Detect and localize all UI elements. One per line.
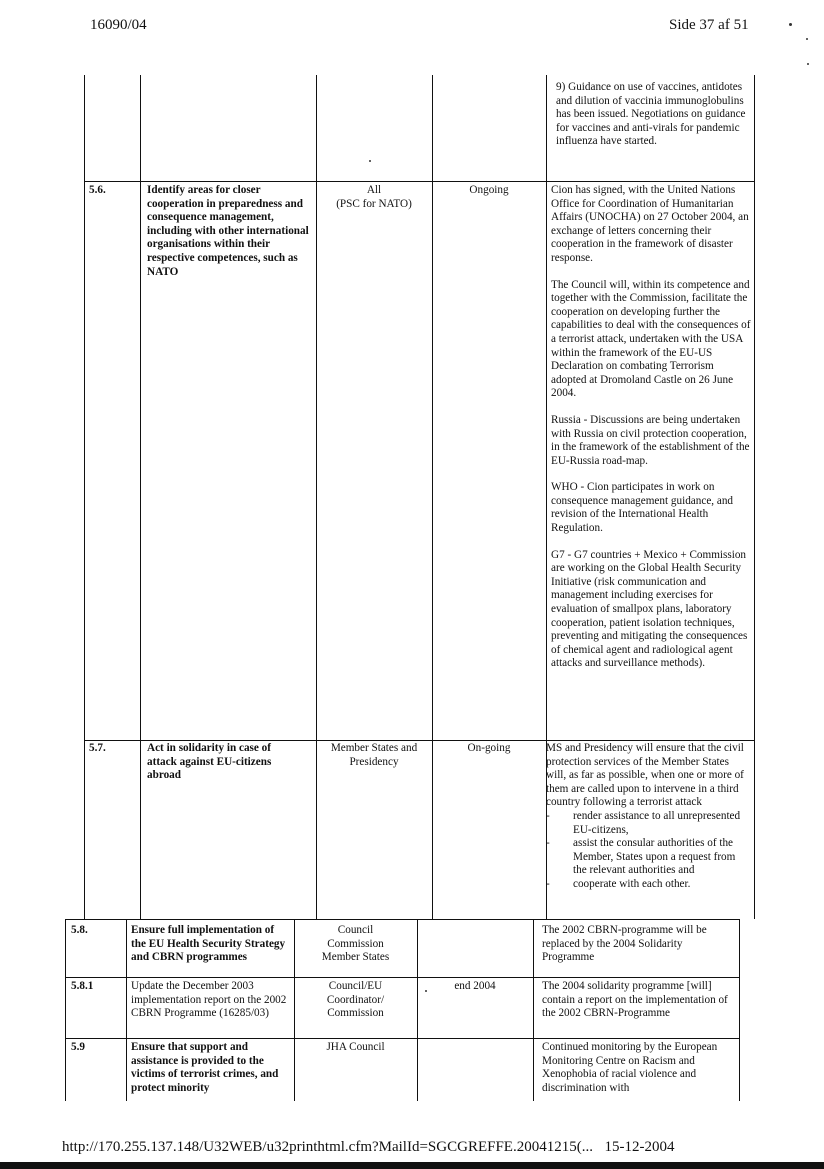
responsible-text: All (PSC for NATO): [336, 184, 412, 210]
scan-speck: [425, 990, 427, 992]
status-paragraph: MS and Presidency will ensure that the civil protection services of the Member States will, as far as possible, when one or more of them are called upon to intervene in a third country following a terrorist attack: [546, 742, 744, 809]
list-item: - cooperate with each other.: [546, 877, 691, 890]
row-id: 5.8.: [71, 924, 88, 936]
page-footer: [62, 1139, 674, 1156]
status-paragraph: WHO - Cion participates in work on consequence management guidance, and revision of the International Health Regulation.: [551, 481, 734, 535]
status-paragraph: Cion has signed, with the United Nations Office for Coordination of Humanitarian Affairs (UNOCHA) on 27 October 2004, an exchange of letters concerning their cooperation in the framework of disaster response.: [551, 184, 749, 264]
list-item-text: render assistance to all unrepresented EU-citizens,: [573, 809, 741, 836]
deadline-text: Ongoing: [469, 184, 509, 196]
status-paragraph: G7 - G7 countries + Mexico + Commission are working on the Global Health Security Initiative (risk communication and management including exercises for evaluation of smallpox plans, laboratory cooperation, patient isolation techniques, preventing and mitigating the consequences of chemical agent and radiological agent attacks and surveillance methods).: [551, 548, 748, 670]
scan-speck: [789, 23, 792, 26]
list-item-text: assist the consular authorities of the Member, States upon a request from the relevant authorities and: [573, 837, 736, 877]
status-paragraph: The Council will, within its competence and together with the Commission, facilitate the cooperation on developing further the capabilities to deal with the consequences of a terrorist attack, undertaken with the USA within the framework of the EU-US Declaration on combating Terrorism adopted at Dromoland Castle on 26 June 2004.: [551, 278, 751, 400]
status-text: Continued monitoring by the European Monitoring Centre on Racism and Xenophobia of racial violence and discrimination with: [542, 1041, 718, 1094]
source-url: http://170.255.137.148/U32WEB/u32printhtml.cfm?MailId=SGCGREFFE.20041215(...: [62, 1139, 593, 1155]
deadline-text: On-going: [467, 742, 511, 754]
deadline-text: end 2004: [454, 980, 496, 992]
action-text: Identify areas for closer cooperation in preparedness and consequence management, including with other international organisations within their respective competences, such as NATO: [147, 184, 309, 278]
list-item: - render assistance to all unrepresented EU-citizens,: [546, 810, 750, 837]
responsible-text: Council Commission Member States: [321, 924, 390, 964]
responsible-text: Member States and Presidency: [330, 742, 418, 768]
responsible-text: Council/EU Coordinator/ Commission: [326, 980, 385, 1020]
print-date: 15-12-2004: [604, 1139, 675, 1155]
status-cell: [546, 742, 750, 892]
scan-speck: [369, 160, 371, 162]
table-row: [556, 81, 749, 149]
action-text: Update the December 2003 implementation report on the 2002 CBRN Programme (16285/03): [131, 980, 287, 1020]
row-id: 5.8.1: [71, 980, 94, 992]
list-item-text: cooperate with each other.: [573, 877, 691, 890]
row-id: 5.6.: [89, 184, 106, 196]
status-text: 9) Guidance on use of vaccines, antidotes and dilution of vaccinia immunoglobulins has been issued. Negotiations on guidance for vaccines and anti-virals for pandemic influenza have started.: [556, 81, 746, 148]
document-number: 16090/04: [90, 17, 147, 33]
action-text: Ensure full implementation of the EU Health Security Strategy and CBRN programmes: [131, 924, 286, 964]
action-text: Act in solidarity in case of attack against EU-citizens abroad: [147, 742, 272, 782]
status-text: The 2004 solidarity programme [will] contain a report on the implementation of the 2002 CBRN-Programme: [542, 980, 728, 1020]
status-paragraph: Russia - Discussions are being undertaken with Russia on civil protection cooperation, in the framework of the establishment of the EU-Russia road-map.: [551, 413, 750, 467]
list-item: - assist the consular authorities of the Member, States upon a request from the relevant authorities and: [546, 837, 750, 878]
scan-speck: [806, 38, 808, 40]
page-number: Side 37 af 51: [669, 17, 749, 33]
row-id: 5.7.: [89, 742, 106, 754]
action-text: Ensure that support and assistance is provided to the victims of terrorist crimes, and protect minority: [131, 1041, 279, 1094]
scan-speck: [807, 63, 809, 65]
responsible-text: JHA Council: [326, 1041, 385, 1053]
row-id: 5.9: [71, 1041, 85, 1053]
scan-edge-bar: [0, 1162, 824, 1169]
status-text: The 2002 CBRN-programme will be replaced by the 2004 Solidarity Programme: [542, 924, 707, 964]
status-cell: [551, 184, 751, 671]
